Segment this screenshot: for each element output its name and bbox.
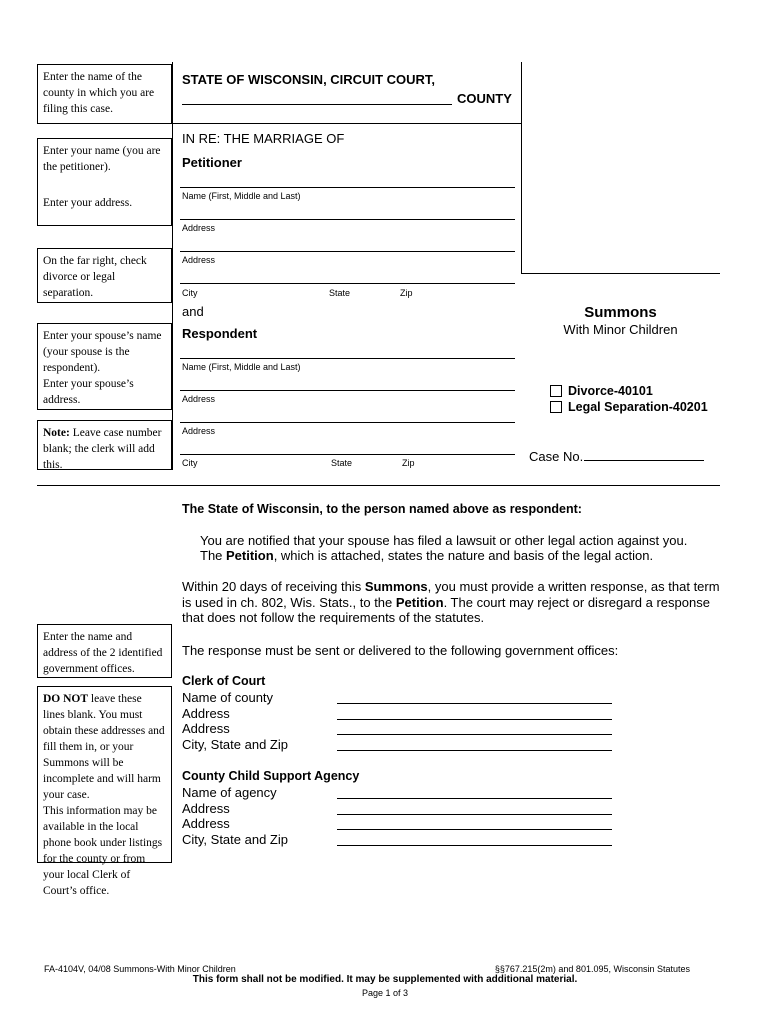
agency-field-address-1: Address xyxy=(182,801,230,816)
petitioner-address-label-2: Address xyxy=(182,255,216,265)
agency-field-address-2: Address xyxy=(182,816,230,831)
court-heading: STATE OF WISCONSIN, CIRCUIT COURT, xyxy=(182,72,436,87)
petitioner-address-line-2[interactable] xyxy=(180,251,515,252)
petitioner-address-label-1: Address xyxy=(182,223,216,233)
note-your-name-text: Enter your name (you are the petitioner). xyxy=(43,145,161,173)
respondent-label: Respondent xyxy=(182,326,258,341)
note-county-text: Enter the name of the county in which you are filing this case. xyxy=(43,71,155,115)
footer-page-number: Page 1 of 3 xyxy=(361,988,409,998)
clerk-field-city: City, State and Zip xyxy=(182,737,288,752)
county-label: COUNTY xyxy=(457,91,512,106)
petitioner-label: Petitioner xyxy=(182,155,242,170)
footer-form-id: FA-4104V, 04/08 Summons-With Minor Children xyxy=(44,964,236,974)
agency-city-line[interactable] xyxy=(337,845,612,846)
petitioner-name-line[interactable] xyxy=(180,187,515,188)
clerk-heading: Clerk of Court xyxy=(182,674,266,688)
respondent-name-label: Name (First, Middle and Last) xyxy=(182,362,301,372)
agency-name-line[interactable] xyxy=(337,798,612,799)
clerk-field-county: Name of county xyxy=(182,690,274,705)
summons-subtitle: With Minor Children xyxy=(563,322,678,337)
notice-line-1: You are notified that your spouse has filed a lawsuit or other legal action against you. xyxy=(200,533,688,548)
clerk-field-address-2: Address xyxy=(182,721,230,736)
and-label: and xyxy=(182,304,204,319)
petitioner-address-line-1[interactable] xyxy=(180,219,515,220)
respondent-address-label-1: Address xyxy=(182,394,216,404)
case-no-fill-line[interactable] xyxy=(584,460,704,461)
notice-line-2: The Petition, which is attached, states the nature and basis of the legal action. xyxy=(200,548,654,563)
note-do-not-text: DO NOT leave these lines blank. You must obtain these addresses and fill them in, or your Summons will be incomplete and will harm your case. xyxy=(43,693,165,801)
offices-instruction: The response must be sent or delivered to the following government offices: xyxy=(182,643,619,658)
header-divider xyxy=(172,123,521,124)
note-your-name-address xyxy=(37,138,172,226)
summons-title: Summons xyxy=(584,304,657,321)
title-box-bottom xyxy=(521,273,720,274)
note-case-number-text: Note: Leave case number blank; the clerk will add this. xyxy=(43,427,162,471)
note-do-not xyxy=(37,686,172,897)
clerk-address-line-2[interactable] xyxy=(337,734,612,735)
clerk-field-address-1: Address xyxy=(182,706,230,721)
clerk-address-line-1[interactable] xyxy=(337,719,612,720)
agency-address-line-2[interactable] xyxy=(337,829,612,830)
respondent-zip-label: Zip xyxy=(402,458,415,468)
body-address-line: The State of Wisconsin, to the person named above as respondent: xyxy=(182,502,582,516)
respondent-address-line-1[interactable] xyxy=(180,390,515,391)
section-divider xyxy=(37,485,720,486)
divorce-checkbox[interactable] xyxy=(550,385,562,397)
respondent-address-label-2: Address xyxy=(182,426,216,436)
legal-separation-option-label: Legal Separation-40201 xyxy=(568,400,708,414)
respondent-state-label: State xyxy=(331,458,353,468)
response-line-2: is used in ch. 802, Wis. Stats., to the Petition. The court may reject or disregard a response xyxy=(182,595,710,610)
note-spouse xyxy=(37,323,172,410)
note-info-text: This information may be available in the local phone book under listings for the county or from your local Clerk of Court’s office. xyxy=(43,805,163,897)
note-check-text: On the far right, check divorce or legal separation. xyxy=(43,255,147,299)
note-county xyxy=(37,64,172,124)
respondent-address-line-2[interactable] xyxy=(180,422,515,423)
footer-notice: This form shall not be modified. It may be supplemented with additional material. xyxy=(192,974,578,985)
petitioner-state-label: State xyxy=(329,288,351,298)
note-offices xyxy=(37,624,172,678)
note-spouse-name-text: Enter your spouse’s name (your spouse is the respondent). xyxy=(43,330,162,374)
note-spouse-address-text: Enter your spouse’s address. xyxy=(43,378,134,406)
agency-heading: County Child Support Agency xyxy=(182,769,360,783)
footer-statutes: §§767.215(2m) and 801.095, Wisconsin Statutes xyxy=(494,964,690,974)
petitioner-name-label: Name (First, Middle and Last) xyxy=(182,191,301,201)
note-offices-text: Enter the name and address of the 2 identified government offices. xyxy=(43,631,163,675)
in-re-heading: IN RE: THE MARRIAGE OF xyxy=(182,131,345,146)
response-line-1: Within 20 days of receiving this Summons, you must provide a written response, as that term xyxy=(182,579,720,594)
clerk-city-line[interactable] xyxy=(337,750,612,751)
divorce-option-label: Divorce-40101 xyxy=(568,384,653,398)
note-case-number xyxy=(37,420,172,470)
case-no-label: Case No. xyxy=(529,449,584,464)
county-fill-line[interactable] xyxy=(182,104,452,105)
agency-field-city: City, State and Zip xyxy=(182,832,288,847)
note-your-address-text: Enter your address. xyxy=(43,197,133,209)
clerk-county-line[interactable] xyxy=(337,703,612,704)
petitioner-city-label: City xyxy=(182,288,198,298)
response-line-3: that does not follow the requirements of the statutes. xyxy=(182,610,485,625)
caption-right-border xyxy=(521,62,522,274)
respondent-city-label: City xyxy=(182,458,198,468)
note-check xyxy=(37,248,172,303)
petitioner-zip-label: Zip xyxy=(400,288,413,298)
agency-address-line-1[interactable] xyxy=(337,814,612,815)
respondent-city-line[interactable] xyxy=(180,454,515,455)
legal-separation-checkbox[interactable] xyxy=(550,401,562,413)
petitioner-city-line[interactable] xyxy=(180,283,515,284)
respondent-name-line[interactable] xyxy=(180,358,515,359)
agency-field-name: Name of agency xyxy=(182,785,277,800)
